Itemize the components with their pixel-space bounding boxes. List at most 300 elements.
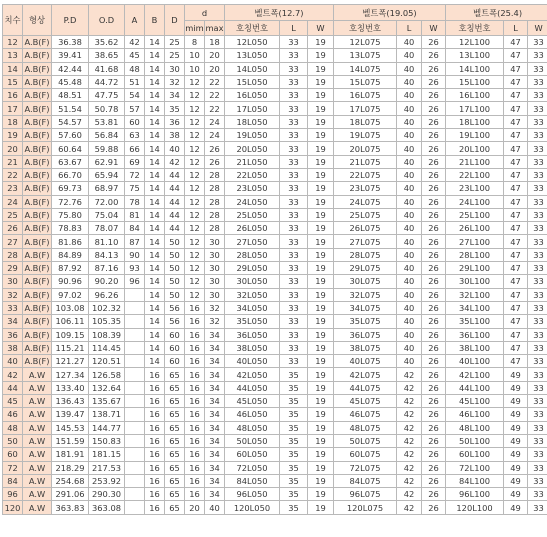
cell-a: 54: [125, 89, 145, 102]
cell-l-12-7: 33: [280, 288, 308, 301]
cell-l-19-05: 40: [397, 142, 422, 155]
cell-code-19-05: 48L075: [334, 421, 397, 434]
cell-b: 14: [145, 355, 165, 368]
cell-code-12-7: 16L050: [225, 89, 280, 102]
cell-code-25-4: 35L100: [446, 315, 504, 328]
cell-a: [125, 288, 145, 301]
cell-code-12-7: 120L050: [225, 501, 280, 514]
cell-od: 38.65: [89, 49, 125, 62]
cell-w-19-05: 26: [422, 142, 446, 155]
cell-code-25-4: 15L100: [446, 75, 504, 88]
cell-size: 21: [3, 155, 23, 168]
cell-pd: 363.83: [52, 501, 89, 514]
cell-b: 16: [145, 461, 165, 474]
cell-pd: 60.64: [52, 142, 89, 155]
cell-d-max: 30: [205, 235, 225, 248]
cell-od: 132.64: [89, 381, 125, 394]
cell-pd: 57.60: [52, 129, 89, 142]
cell-size: 30: [3, 275, 23, 288]
cell-l-12-7: 33: [280, 36, 308, 49]
cell-w-25-4: 33: [528, 341, 547, 354]
cell-code-25-4: 40L100: [446, 355, 504, 368]
cell-l-12-7: 33: [280, 62, 308, 75]
cell-od: 290.30: [89, 488, 125, 501]
header-pd: P.D: [52, 5, 89, 36]
cell-code-12-7: 35L050: [225, 315, 280, 328]
cell-code-19-05: 20L075: [334, 142, 397, 155]
cell-shape: A.B(F): [24, 156, 50, 167]
cell-d-max: 32: [205, 301, 225, 314]
header-l-1: L: [280, 21, 308, 36]
cell-d-min: 12: [185, 182, 205, 195]
cell-code-25-4: 72L100: [446, 461, 504, 474]
cell-pd: 127.34: [52, 368, 89, 381]
cell-w-25-4: 33: [528, 408, 547, 421]
cell-d: 60: [165, 341, 185, 354]
cell-l-25-4: 47: [504, 248, 528, 261]
cell-l-19-05: 40: [397, 262, 422, 275]
cell-l-25-4: 47: [504, 275, 528, 288]
cell-a: 78: [125, 195, 145, 208]
cell-a: 90: [125, 248, 145, 261]
cell-w-19-05: 26: [422, 301, 446, 314]
cell-w-19-05: 26: [422, 275, 446, 288]
cell-w-19-05: 26: [422, 408, 446, 421]
cell-size: 27: [3, 235, 23, 248]
cell-l-19-05: 40: [397, 208, 422, 221]
cell-w-25-4: 33: [528, 448, 547, 461]
cell-pd: 90.96: [52, 275, 89, 288]
cell-size: 17: [3, 102, 23, 115]
cell-code-25-4: 120L100: [446, 501, 504, 514]
cell-code-25-4: 21L100: [446, 155, 504, 168]
cell-code-12-7: 42L050: [225, 368, 280, 381]
cell-pd: 291.06: [52, 488, 89, 501]
cell-shape: A.B(F): [24, 196, 50, 207]
cell-w-25-4: 33: [528, 208, 547, 221]
cell-od: 62.91: [89, 155, 125, 168]
cell-code-19-05: 25L075: [334, 208, 397, 221]
cell-size: 50: [3, 434, 23, 447]
cell-l-25-4: 47: [504, 62, 528, 75]
cell-w-19-05: 26: [422, 168, 446, 181]
cell-w-12-7: 19: [308, 142, 334, 155]
cell-b: 16: [145, 421, 165, 434]
table-row: [3, 129, 547, 142]
cell-d-min: 16: [185, 355, 205, 368]
cell-d: 44: [165, 168, 185, 181]
table-row: [3, 434, 547, 447]
cell-w-12-7: 19: [308, 75, 334, 88]
cell-code-25-4: 29L100: [446, 262, 504, 275]
cell-shape: A.W: [23, 395, 52, 408]
table-row: [3, 49, 547, 62]
cell-d: 30: [165, 62, 185, 75]
cell-d: 42: [165, 155, 185, 168]
cell-d-min: 12: [185, 288, 205, 301]
cell-code-25-4: 26L100: [446, 222, 504, 235]
cell-b: 16: [145, 488, 165, 501]
cell-w-25-4: 33: [528, 115, 547, 128]
table-row: [3, 368, 547, 381]
cell-code-25-4: 23L100: [446, 182, 504, 195]
cell-code-25-4: 27L100: [446, 235, 504, 248]
header-w-2: W: [422, 21, 446, 36]
cell-l-19-05: 40: [397, 89, 422, 102]
cell-code-25-4: 19L100: [446, 129, 504, 142]
cell-d-max: 22: [205, 89, 225, 102]
cell-od: 35.62: [89, 36, 125, 49]
cell-od: 138.71: [89, 408, 125, 421]
cell-l-12-7: 33: [280, 248, 308, 261]
cell-code-12-7: 40L050: [225, 355, 280, 368]
cell-w-19-05: 26: [422, 155, 446, 168]
cell-code-19-05: 22L075: [334, 168, 397, 181]
cell-d-max: 34: [205, 328, 225, 341]
cell-od: 144.77: [89, 421, 125, 434]
cell-shape: A.B(F): [24, 263, 50, 274]
cell-l-12-7: 33: [280, 155, 308, 168]
cell-l-25-4: 47: [504, 262, 528, 275]
cell-d-min: 16: [185, 461, 205, 474]
cell-pd: 254.68: [52, 474, 89, 487]
cell-od: 68.97: [89, 182, 125, 195]
cell-size: 13: [3, 49, 23, 62]
cell-d: 60: [165, 328, 185, 341]
header-size: 치수: [3, 5, 23, 36]
cell-d-max: 32: [205, 315, 225, 328]
cell-d-min: 16: [185, 328, 205, 341]
cell-d-max: 34: [205, 474, 225, 487]
table-row: [3, 474, 547, 487]
cell-l-19-05: 40: [397, 288, 422, 301]
cell-code-25-4: 30L100: [446, 275, 504, 288]
cell-code-12-7: 22L050: [225, 168, 280, 181]
cell-d-max: 34: [205, 408, 225, 421]
cell-d-max: 26: [205, 155, 225, 168]
cell-code-19-05: 28L075: [334, 248, 397, 261]
cell-l-25-4: 47: [504, 328, 528, 341]
cell-l-19-05: 40: [397, 155, 422, 168]
cell-l-12-7: 33: [280, 315, 308, 328]
cell-w-12-7: 19: [308, 461, 334, 474]
cell-d: 65: [165, 408, 185, 421]
cell-l-19-05: 40: [397, 355, 422, 368]
cell-code-19-05: 50L075: [334, 434, 397, 447]
cell-size: 18: [3, 115, 23, 128]
cell-l-19-05: 40: [397, 328, 422, 341]
cell-shape: A.W: [23, 434, 52, 447]
cell-size: 25: [3, 208, 23, 221]
cell-w-19-05: 26: [422, 288, 446, 301]
cell-d-min: 12: [185, 75, 205, 88]
cell-d-min: 16: [185, 315, 205, 328]
cell-size: 42: [3, 368, 23, 381]
cell-d: 65: [165, 461, 185, 474]
header-code-3: 호칭번호: [446, 21, 504, 36]
cell-b: 14: [145, 328, 165, 341]
cell-size: 20: [3, 142, 23, 155]
cell-d-min: 16: [185, 448, 205, 461]
cell-size: 84: [3, 474, 23, 487]
cell-w-12-7: 19: [308, 501, 334, 514]
cell-a: [125, 301, 145, 314]
cell-l-12-7: 33: [280, 49, 308, 62]
cell-code-19-05: 21L075: [334, 155, 397, 168]
cell-d-min: 12: [185, 142, 205, 155]
cell-w-12-7: 19: [308, 434, 334, 447]
cell-a: 42: [125, 36, 145, 49]
cell-w-12-7: 19: [308, 235, 334, 248]
cell-code-19-05: 26L075: [334, 222, 397, 235]
cell-a: 72: [125, 168, 145, 181]
table-row: [3, 275, 547, 288]
cell-code-19-05: 17L075: [334, 102, 397, 115]
cell-d: 40: [165, 142, 185, 155]
cell-od: 253.92: [89, 474, 125, 487]
cell-code-25-4: 32L100: [446, 288, 504, 301]
cell-w-12-7: 19: [308, 155, 334, 168]
cell-w-12-7: 19: [308, 195, 334, 208]
cell-pd: 48.51: [52, 89, 89, 102]
table-row: [3, 262, 547, 275]
cell-size: 24: [3, 195, 23, 208]
cell-d: 25: [165, 36, 185, 49]
cell-code-19-05: 24L075: [334, 195, 397, 208]
cell-size: 96: [3, 488, 23, 501]
cell-d: 56: [165, 301, 185, 314]
cell-l-25-4: 47: [504, 89, 528, 102]
cell-l-25-4: 47: [504, 142, 528, 155]
header-od: O.D: [89, 5, 125, 36]
cell-d-min: 12: [185, 235, 205, 248]
cell-size: 46: [3, 408, 23, 421]
cell-shape: A.W: [23, 408, 52, 421]
cell-b: 14: [145, 49, 165, 62]
cell-d: 65: [165, 488, 185, 501]
cell-l-19-05: 42: [397, 474, 422, 487]
cell-l-19-05: 40: [397, 129, 422, 142]
cell-size: 14: [3, 62, 23, 75]
cell-code-12-7: 45L050: [225, 395, 280, 408]
cell-d-min: 12: [185, 89, 205, 102]
cell-w-25-4: 33: [528, 62, 547, 75]
cell-w-25-4: 33: [528, 262, 547, 275]
cell-l-12-7: 35: [280, 501, 308, 514]
cell-d-min: 16: [185, 341, 205, 354]
cell-w-19-05: 26: [422, 501, 446, 514]
cell-l-12-7: 33: [280, 235, 308, 248]
cell-a: [125, 408, 145, 421]
cell-pd: 145.53: [52, 421, 89, 434]
cell-a: [125, 488, 145, 501]
cell-size: 32: [3, 288, 23, 301]
cell-b: 14: [145, 341, 165, 354]
cell-pd: 84.89: [52, 248, 89, 261]
table-row: [3, 102, 547, 115]
cell-shape: A.B(F): [24, 130, 50, 141]
cell-code-12-7: 26L050: [225, 222, 280, 235]
cell-d-min: 16: [185, 421, 205, 434]
cell-code-25-4: 42L100: [446, 368, 504, 381]
cell-w-25-4: 33: [528, 328, 547, 341]
cell-shape: A.B(F): [24, 170, 50, 181]
cell-shape: A.B(F): [24, 249, 50, 260]
cell-a: [125, 395, 145, 408]
cell-code-12-7: 21L050: [225, 155, 280, 168]
cell-d-min: 16: [185, 434, 205, 447]
cell-d-max: 30: [205, 288, 225, 301]
cell-b: 14: [145, 262, 165, 275]
cell-shape: A.B(F): [24, 210, 50, 220]
cell-w-12-7: 19: [308, 115, 334, 128]
cell-code-12-7: 34L050: [225, 301, 280, 314]
cell-d-min: 12: [185, 168, 205, 181]
cell-size: 45: [3, 395, 23, 408]
cell-code-19-05: 12L075: [334, 36, 397, 49]
cell-w-25-4: 33: [528, 168, 547, 181]
cell-l-12-7: 35: [280, 488, 308, 501]
cell-l-12-7: 33: [280, 275, 308, 288]
cell-pd: 106.11: [52, 315, 89, 328]
cell-a: 63: [125, 129, 145, 142]
cell-l-19-05: 40: [397, 301, 422, 314]
cell-code-12-7: 84L050: [225, 474, 280, 487]
cell-size: 40: [3, 355, 23, 368]
cell-b: 16: [145, 434, 165, 447]
table-header: [3, 5, 547, 36]
cell-w-19-05: 26: [422, 75, 446, 88]
cell-a: 96: [125, 275, 145, 288]
cell-a: 57: [125, 102, 145, 115]
cell-w-19-05: 26: [422, 36, 446, 49]
cell-l-25-4: 47: [504, 301, 528, 314]
cell-size: 15: [3, 75, 23, 88]
cell-w-25-4: 33: [528, 129, 547, 142]
cell-w-25-4: 33: [528, 501, 547, 514]
cell-od: 96.26: [89, 288, 125, 301]
cell-w-25-4: 33: [528, 395, 547, 408]
cell-d-max: 34: [205, 421, 225, 434]
table-row: [3, 89, 547, 102]
cell-pd: 69.73: [52, 182, 89, 195]
cell-w-12-7: 19: [308, 102, 334, 115]
cell-code-19-05: 120L075: [334, 501, 397, 514]
cell-l-19-05: 42: [397, 488, 422, 501]
table-row: [3, 355, 547, 368]
cell-l-25-4: 47: [504, 49, 528, 62]
cell-d: 44: [165, 195, 185, 208]
cell-w-12-7: 19: [308, 62, 334, 75]
cell-d-max: 28: [205, 182, 225, 195]
cell-b: 14: [145, 182, 165, 195]
cell-d-min: 10: [185, 62, 205, 75]
cell-shape: A.B(F): [24, 50, 50, 61]
cell-w-12-7: 19: [308, 301, 334, 314]
cell-w-12-7: 19: [308, 89, 334, 102]
cell-code-25-4: 45L100: [446, 395, 504, 408]
cell-b: 14: [145, 62, 165, 75]
cell-d-min: 16: [185, 488, 205, 501]
cell-l-12-7: 33: [280, 301, 308, 314]
cell-l-12-7: 33: [280, 89, 308, 102]
cell-size: 19: [3, 129, 23, 142]
cell-code-12-7: 30L050: [225, 275, 280, 288]
cell-l-12-7: 33: [280, 102, 308, 115]
cell-size: 29: [3, 262, 23, 275]
cell-size: 22: [3, 168, 23, 181]
cell-w-12-7: 19: [308, 421, 334, 434]
cell-w-19-05: 26: [422, 222, 446, 235]
cell-pd: 54.57: [52, 115, 89, 128]
cell-w-19-05: 26: [422, 182, 446, 195]
cell-a: [125, 461, 145, 474]
cell-w-19-05: 26: [422, 129, 446, 142]
cell-pd: 181.91: [52, 448, 89, 461]
cell-od: 87.16: [89, 262, 125, 275]
cell-size: 44: [3, 381, 23, 394]
cell-shape: A.W: [23, 381, 52, 394]
cell-code-12-7: 19L050: [225, 129, 280, 142]
cell-od: 81.10: [89, 235, 125, 248]
cell-w-25-4: 33: [528, 89, 547, 102]
cell-d-max: 24: [205, 129, 225, 142]
cell-size: 120: [3, 501, 23, 514]
cell-od: 363.08: [89, 501, 125, 514]
cell-shape: A.W: [23, 461, 52, 474]
table-row: [3, 488, 547, 501]
cell-w-19-05: 26: [422, 341, 446, 354]
cell-d-max: 24: [205, 115, 225, 128]
cell-d-max: 22: [205, 102, 225, 115]
cell-code-19-05: 45L075: [334, 395, 397, 408]
cell-d-min: 12: [185, 115, 205, 128]
cell-w-25-4: 33: [528, 315, 547, 328]
cell-d-max: 20: [205, 62, 225, 75]
cell-b: 14: [145, 195, 165, 208]
cell-d-min: 12: [185, 129, 205, 142]
cell-d-min: 20: [185, 501, 205, 514]
cell-d-max: 40: [205, 501, 225, 514]
cell-b: 16: [145, 408, 165, 421]
cell-w-25-4: 33: [528, 235, 547, 248]
cell-size: 36: [3, 328, 23, 341]
cell-code-12-7: 23L050: [225, 182, 280, 195]
cell-w-19-05: 26: [422, 115, 446, 128]
cell-w-12-7: 19: [308, 395, 334, 408]
header-l-3: L: [504, 21, 528, 36]
cell-pd: 42.44: [52, 62, 89, 75]
cell-l-19-05: 42: [397, 368, 422, 381]
cell-code-12-7: 12L050: [225, 36, 280, 49]
cell-b: 16: [145, 501, 165, 514]
cell-w-12-7: 19: [308, 341, 334, 354]
cell-code-12-7: 28L050: [225, 248, 280, 261]
cell-pd: 136.43: [52, 395, 89, 408]
cell-w-12-7: 19: [308, 49, 334, 62]
cell-code-25-4: 36L100: [446, 328, 504, 341]
cell-d-min: 10: [185, 49, 205, 62]
cell-size: 26: [3, 222, 23, 235]
cell-d-min: 16: [185, 474, 205, 487]
cell-od: 56.84: [89, 129, 125, 142]
cell-pd: 66.70: [52, 168, 89, 181]
cell-d: 65: [165, 501, 185, 514]
cell-code-19-05: 42L075: [334, 368, 397, 381]
cell-code-25-4: 96L100: [446, 488, 504, 501]
cell-l-25-4: 49: [504, 488, 528, 501]
cell-w-12-7: 19: [308, 262, 334, 275]
